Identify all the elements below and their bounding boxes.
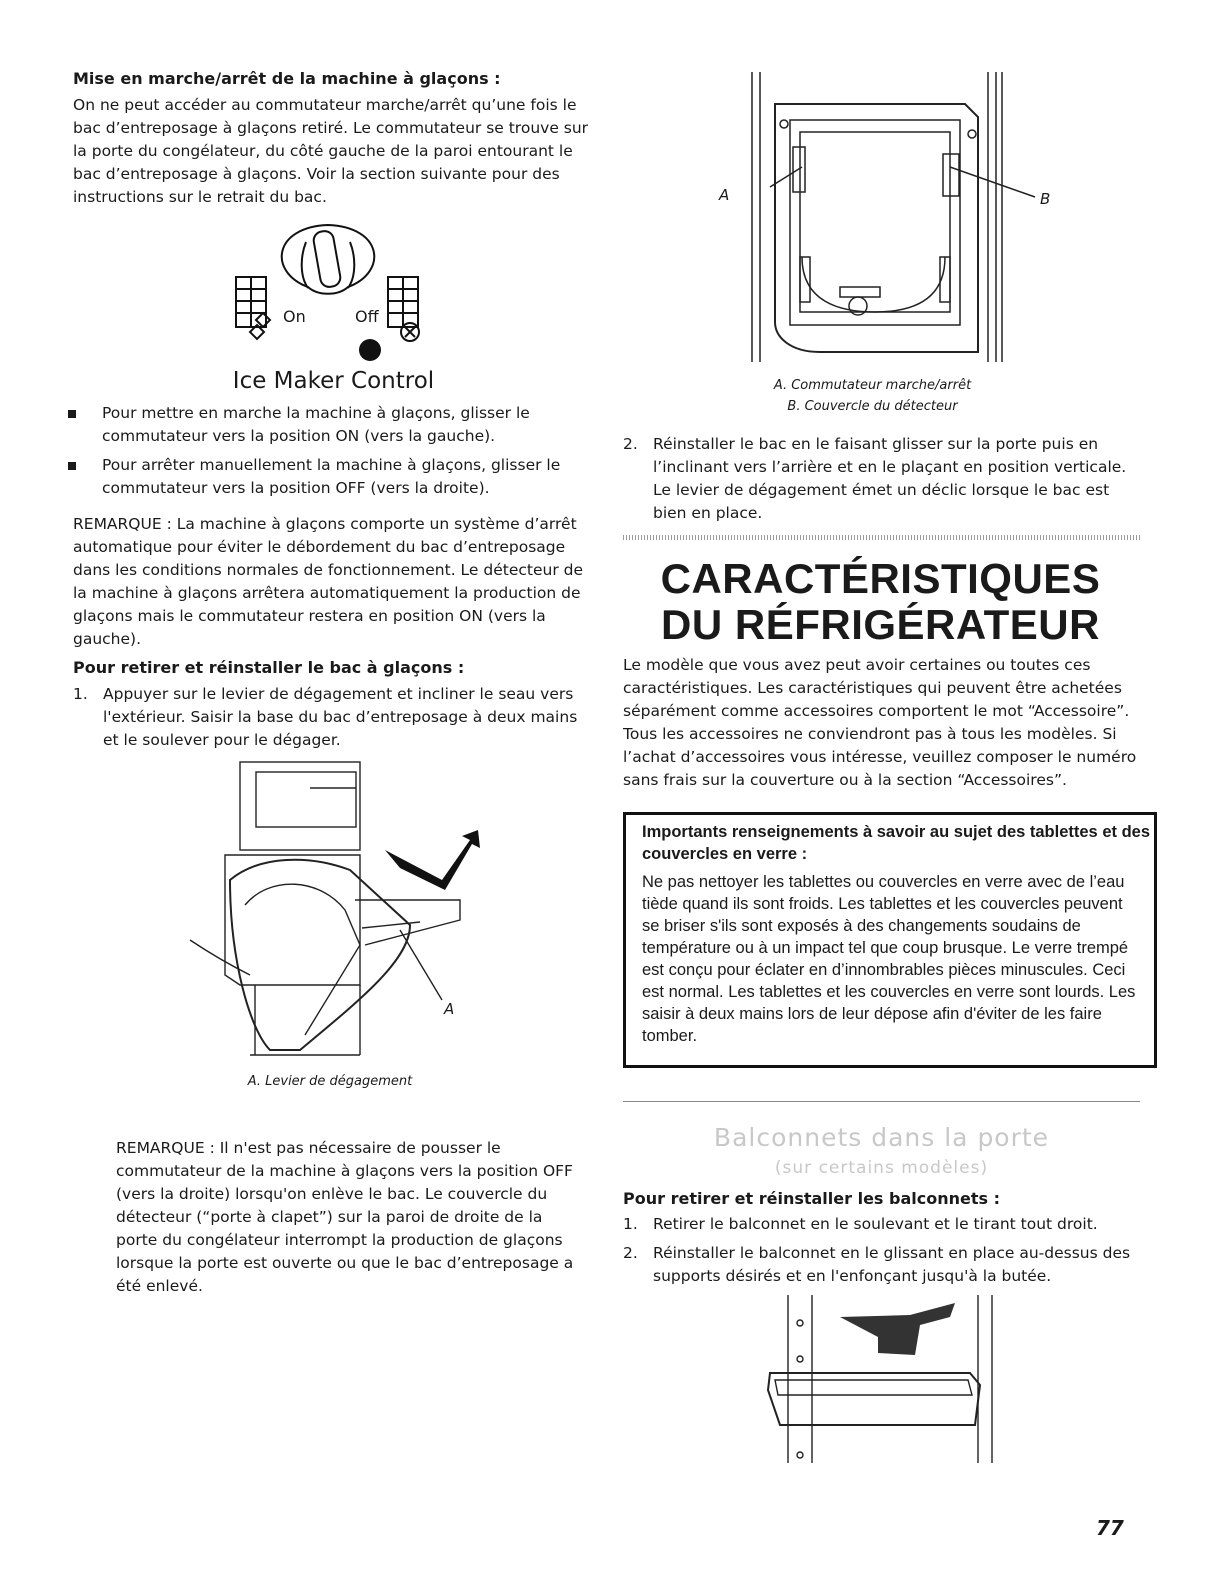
ice-maker-control-caption: Ice Maker Control <box>232 368 435 394</box>
paragraph-onoff-intro: On ne peut accéder au commutateur marche/arrêt qu’une fois le bac d’entreposage à glaçons retiré. Le commutateur se trouve sur la porte du congélateur, du côté gauche de la paroi entourant le bac d’entreposage à glaçons. Voir la section suivante pour des instructions sur le retrait du bac. <box>73 96 589 206</box>
heading-ice-maker-onoff: Mise en marche/arrêt de la machine à glaçons : <box>73 69 501 88</box>
bullet-list <box>68 402 586 506</box>
balconnets-subtitle: (sur certains modèles) <box>774 1158 989 1178</box>
ice-bin-removal-figure <box>170 760 490 1060</box>
ice-maker-control-figure <box>228 222 438 372</box>
heading-remove-bin: Pour retirer et réinstaller le bac à glaçons : <box>73 658 465 677</box>
page-number: 77 <box>1096 1516 1124 1540</box>
page-title: CARACTÉRISTIQUES DU RÉFRIGÉRATEUR <box>660 555 1101 648</box>
off-position-dot <box>359 339 381 361</box>
balconnet-step: 2. Réinstaller le balconnet en le glissant en place au-dessus des supports désirés et en l'enfonçant jusqu'à la butée. <box>623 1244 1131 1285</box>
ice-cube-off-icon <box>388 277 419 341</box>
glass-warning-box <box>623 812 1157 1068</box>
bullet-item: Pour arrêter manuellement la machine à glaçons, glisser le commutateur vers la position OFF (vers la droite). <box>68 454 586 500</box>
ice-cube-on-icon <box>236 277 270 339</box>
balconnet-figure <box>760 1295 1000 1465</box>
fig-bin-caption: A. Levier de dégagement <box>247 1074 413 1089</box>
section-divider <box>623 535 1140 540</box>
remark-no-off-needed: REMARQUE : Il n'est pas nécessaire de pousser le commutateur de la machine à glaçons vers la position OFF (vers la droite) lorsqu'on enlève le bac. Le couvercle du détecteur (“porte à clapet”) sur la paroi de droite de la porte du congélateur interrompt la production de glaçons lorsque la porte est ouverte ou que le bac d’entreposage a été enlevé. <box>116 1139 574 1295</box>
fig-door-caption-b: B. Couvercle du détecteur <box>787 399 958 414</box>
fig-door-label-b: B <box>1040 190 1051 208</box>
fig-door-label-a: A <box>719 186 730 204</box>
step-1: 1. Appuyer sur le levier de dégagement et incliner le seau vers l'extérieur. Saisir la base du bac d’entreposage à deux mains et le soulever pour le dégager. <box>73 685 578 749</box>
balconnet-step: 1. Retirer le balconnet en le soulevant et le tirant tout droit. <box>623 1215 1098 1233</box>
fig-door-caption-a: A. Commutateur marche/arrêt <box>773 378 972 393</box>
bullet-item: Pour mettre en marche la machine à glaçons, glisser le commutateur vers la position ON (vers la gauche). <box>68 402 586 448</box>
on-label: On <box>283 307 306 326</box>
step-2: 2. Réinstaller le bac en le faisant glisser sur la porte puis en l’inclinant vers l’arrière et en le plaçant en position verticale. Le levier de dégagement émet un déclic lorsque le bac est bien en place. <box>623 435 1127 522</box>
control-knob-outline <box>282 225 374 294</box>
sensor-cover-shape <box>943 154 959 196</box>
remark-auto-stop: REMARQUE : La machine à glaçons comporte un système d’arrêt automatique pour éviter le débordement du bac d’entreposage dans les conditions normales de fonctionnement. Le détecteur de la machine à glaçons arrêtera automatiquement la production de glaçons mais le commutateur restera en position ON (vers la gauche). <box>73 515 584 648</box>
off-label: Off <box>355 307 379 326</box>
warning-body: Ne pas nettoyer les tablettes ou couvercles en verre avec de l’eau tiède quand ils sont froids. Les tablettes et les couvercles peuvent se briser s'ils sont exposés à des changements soudains de température ou à un impact tel que coup brusque. Le verre trempé est conçu pour éclater en d’innombrables pièces minuscules. Ceci est normal. Les tablettes et les couvercles en verre sont lourds. Les saisir à deux mains lors de leur dépose afin d'éviter de les faire tomber. <box>642 873 1136 1045</box>
balconnet-steps <box>623 1213 1140 1294</box>
features-intro: Le modèle que vous avez peut avoir certaines ou toutes ces caractéristiques. Les caractéristiques qui peuvent être achetées séparément comme accessoires comportent le mot “Accessoire”. Tous les accessoires ne conviendront pas à tous les modèles. Si l’achat d’accessoires vous intéresse, veuillez composer le numéro sans frais sur la couverture ou à la section “Accessoires”. <box>623 656 1137 789</box>
fig-bin-label-a: A <box>444 1000 455 1018</box>
balconnets-title: Balconnets dans la porte <box>713 1123 1050 1152</box>
direction-arrow-icon <box>385 830 480 890</box>
heading-balconnets: Pour retirer et réinstaller les balconnets : <box>623 1189 1000 1208</box>
rule-divider <box>623 1101 1140 1102</box>
slider-thumb <box>312 230 341 289</box>
insert-arrow-icon <box>840 1303 955 1355</box>
warning-title: Importants renseignements à savoir au sujet des tablettes et des couvercles en verre : <box>642 823 1151 863</box>
freezer-door-figure <box>740 72 1030 372</box>
